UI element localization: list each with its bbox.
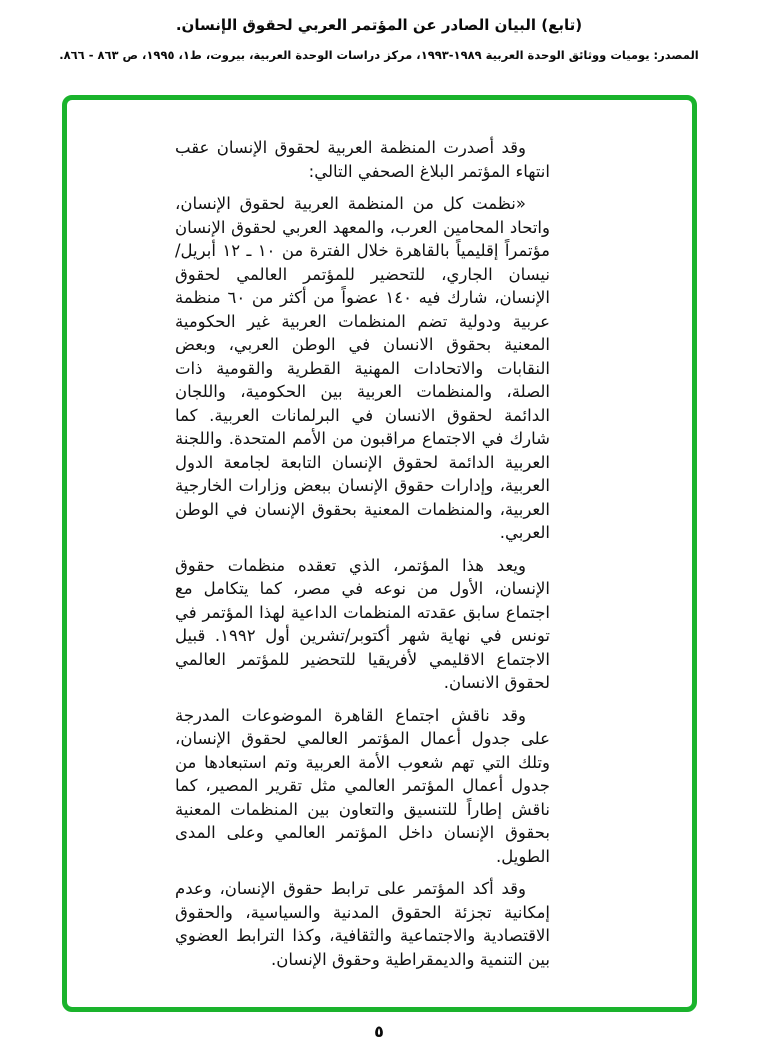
- green-document-frame: [62, 95, 697, 1012]
- page-header-source: المصدر: يوميات ووثائق الوحدة العربية ١٩٨٩-١٩٩٣، مركز دراسات الوحدة العربية، بيروت، ط١، ١٩٩٥، ص ٨٦٣ - ٨٦٦.: [59, 48, 699, 62]
- paragraph-intro: وقد أصدرت المنظمة العربية لحقوق الإنسان عقب انتهاء المؤتمر البلاغ الصحفي التالي:: [175, 138, 550, 181]
- body-text-column: [175, 136, 550, 980]
- page-number: ٥: [374, 1022, 384, 1041]
- paragraph-conclusion: وقد أكد المؤتمر على ترابط حقوق الإنسان، وعدم إمكانية تجزئة الحقوق المدنية والسياسية، والحقوق الاقتصادية والاجتماعية والثقافية، وكذا الترابط العضوي بين التنمية والديمقراطية وحقوق الإنسان.: [175, 879, 550, 969]
- paragraph-cairo-meeting: وقد ناقش اجتماع القاهرة الموضوعات المدرجة على جدول أعمال المؤتمر العالمي لحقوق الإنسان، وتلك التي تهم شعوب الأمة العربية وتم استبعادها من جدول أعمال المؤتمر العالمي مثل تقرير المصير، كما ناقش إطاراً للتنسيق والتعاون بين المنظمات المعنية بحقوق الإنسان داخل المؤتمر العالمي وعلى المدى الطويل.: [175, 705, 550, 866]
- paragraph-conference-context: ويعد هذا المؤتمر، الذي تعقده منظمات حقوق الإنسان، الأول من نوعه في مصر، كما يتكامل مع اجتماع سابق عقدته المنظمات الداعية لهذا المؤتمر في تونس في نهاية شهر أكتوبر/تشرين أول ١٩٩٢. قبيل الاجتماع الاقليمي لأفريقيا للتحضير للمؤتمر العالمي لحقوق الانسان.: [175, 555, 550, 692]
- paragraph-press-release: «نظمت كل من المنظمة العربية لحقوق الإنسان، واتحاد المحامين العرب، والمعهد العربي لحقوق الإنسان مؤتمراً إقليمياً بالقاهرة خلال الفترة من ١٠ ـ ١٢ أبريل/نيسان الجاري، للتحضير للمؤتمر العالمي لحقوق الإنسان، شارك فيه ١٤٠ عضواً من أكثر من ٦٠ منظمة عربية ودولية تضم المنظمات العربية غير الحكومية المعنية بحقوق الانسان في الوطن العربي، وبعض النقابات والاتحادات المهنية القطرية والقومية ذات الصلة، والمنظمات العربية بين الحكومية، واللجان الدائمة لحقوق الانسان في البرلمانات العربية. كما شارك في الاجتماع مراقبون من الأمم المتحدة. واللجنة العربية الدائمة لحقوق الإنسان التابعة لجامعة الدول العربية، وإدارات حقوق الإنسان ببعض وزارات الخارجية العربية، والمنظمات المعنية بحقوق الإنسان في الوطن العربي.: [175, 194, 550, 542]
- page-header-title: (تابع) البيان الصادر عن المؤتمر العربي لحقوق الإنسان.: [175, 16, 583, 34]
